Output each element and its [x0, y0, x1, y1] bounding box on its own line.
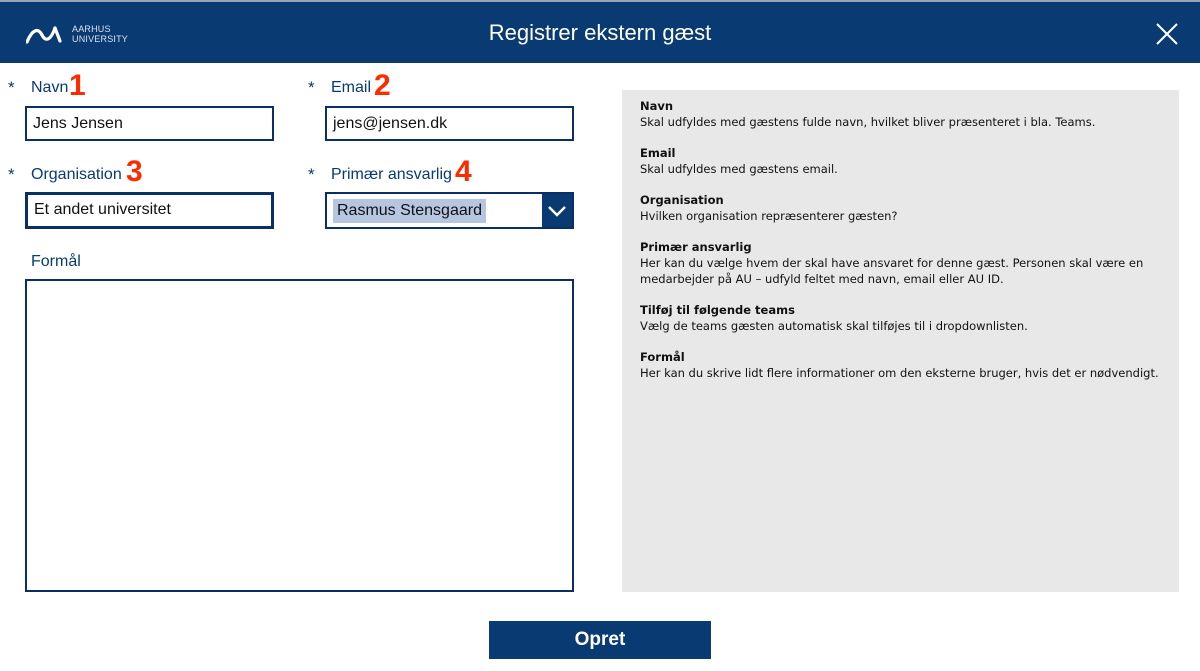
help-section-purpose	[640, 349, 1161, 381]
help-section-teams	[640, 302, 1161, 334]
dialog-title: Registrer ekstern gæst	[488, 20, 712, 45]
help-text: Skal udfyldes med gæstens email.	[640, 162, 838, 176]
help-title: Primær ansvarlig	[640, 240, 752, 254]
help-title: Tilføj til følgende teams	[640, 303, 795, 317]
create-button[interactable]: Opret	[489, 621, 711, 659]
responsible-dropdown-button[interactable]	[542, 194, 572, 227]
close-icon	[1156, 23, 1178, 45]
organisation-required-mark: *	[8, 165, 15, 184]
email-required-mark: *	[308, 78, 315, 97]
help-section-name	[640, 98, 1161, 130]
help-text: Her kan du vælge hvem der skal have ansvaret for denne gæst. Personen skal være en medarbejder på AU – udfyld feltet med navn, email eller AU ID.	[640, 256, 1144, 286]
name-input[interactable]: Jens Jensen	[25, 106, 274, 141]
header-bar	[0, 0, 1200, 63]
help-text: Her kan du skrive lidt flere informationer om den eksterne bruger, hvis det er nødvendigt.	[640, 366, 1159, 380]
organisation-label: Organisation	[31, 166, 122, 183]
name-label: Navn	[31, 79, 69, 96]
help-section-organisation	[640, 192, 1161, 224]
help-text: Hvilken organisation repræsenterer gæsten?	[640, 209, 898, 223]
help-section-responsible	[640, 239, 1161, 287]
help-title: Navn	[640, 99, 674, 113]
name-required-mark: *	[8, 78, 15, 97]
logo-line-2: UNIVERSITY	[72, 34, 129, 44]
help-title: Formål	[640, 350, 685, 364]
help-title: Email	[640, 146, 676, 160]
help-panel	[622, 90, 1179, 592]
email-label: Email	[331, 79, 372, 96]
close-button[interactable]	[1156, 23, 1178, 45]
email-input[interactable]: jens@jensen.dk	[325, 106, 574, 141]
organisation-badge: 3	[126, 155, 143, 188]
chevron-down-icon	[542, 194, 572, 227]
name-badge: 1	[69, 69, 86, 102]
responsible-badge: 4	[455, 155, 472, 188]
help-section-email	[640, 145, 1161, 177]
organisation-input[interactable]: Et andet universitet	[25, 192, 274, 229]
responsible-label: Primær ansvarlig	[331, 166, 452, 183]
help-title: Organisation	[640, 193, 724, 207]
responsible-selected-value: Rasmus Stensgaard	[333, 199, 486, 223]
purpose-textarea[interactable]	[25, 279, 574, 592]
logo-line-1: AARHUS	[72, 24, 111, 34]
help-text: Skal udfyldes med gæstens fulde navn, hvilket bliver præsenteret i bla. Teams.	[640, 115, 1096, 129]
purpose-label: Formål	[31, 253, 81, 270]
help-text: Vælg de teams gæsten automatisk skal tilføjes til i dropdownlisten.	[640, 319, 1028, 333]
responsible-select[interactable]	[325, 192, 574, 229]
email-badge: 2	[374, 69, 391, 102]
responsible-required-mark: *	[308, 165, 315, 184]
